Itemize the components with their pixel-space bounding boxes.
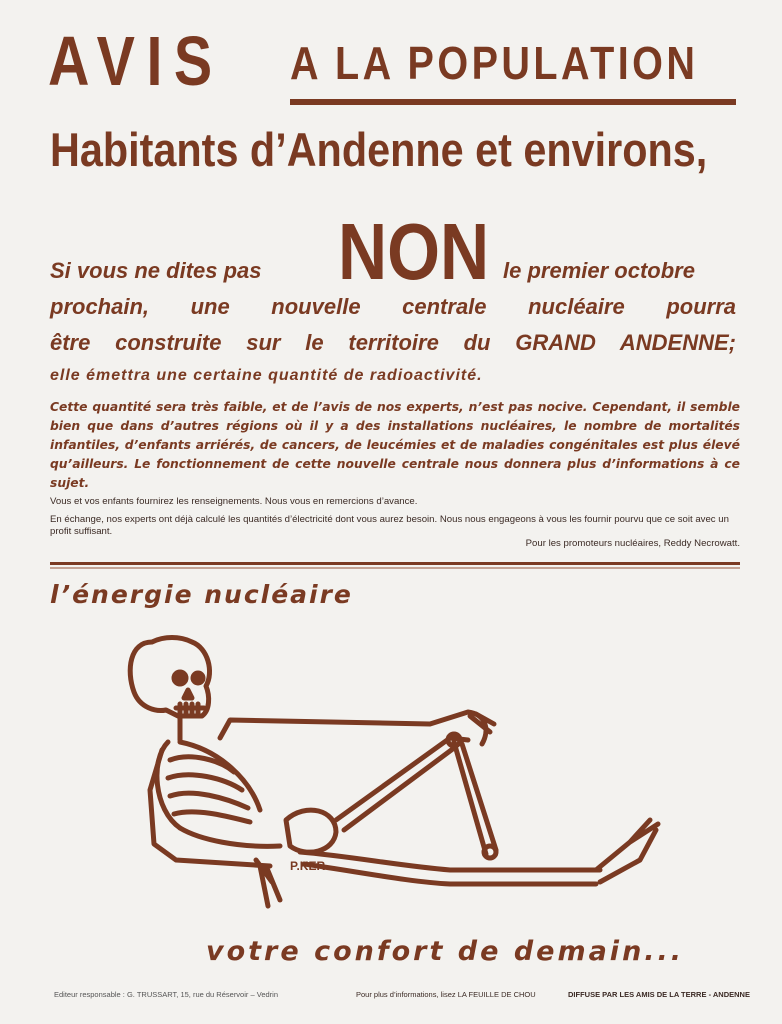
reclining-skeleton-illustration bbox=[110, 620, 670, 920]
section-divider-secondary bbox=[50, 567, 740, 569]
subtitle: Habitants d’Andenne et environs, bbox=[50, 123, 708, 176]
footer-info: Pour plus d’informations, lisez LA FEUILLE DE CHOU bbox=[356, 990, 536, 999]
signature: Pour les promoteurs nucléaires, Reddy Necrowatt. bbox=[525, 538, 740, 549]
lead-line1-right: le premier octobre bbox=[503, 258, 695, 283]
small-paragraph-1: Vous et vos enfants fournirez les renseignements. Nous vous en remercions d’avance. bbox=[50, 496, 418, 507]
lead-line3: être construite sur le territoire du GRAND ANDENNE; bbox=[50, 330, 736, 355]
lead-line2: prochain, une nouvelle centrale nucléaire pourra bbox=[50, 294, 736, 319]
footer-editor: Editeur responsable : G. TRUSSART, 15, rue du Réservoir – Vedrin bbox=[54, 990, 279, 999]
section-divider bbox=[50, 562, 740, 565]
headline-population: A LA POPULATION bbox=[290, 37, 699, 89]
illustration-heading: l’énergie nucléaire bbox=[50, 580, 353, 609]
lead-line1-left: Si vous ne dites pas bbox=[50, 258, 262, 283]
non-word: NON bbox=[338, 207, 490, 296]
artist-signature: P.KER bbox=[290, 859, 326, 873]
body-paragraph: Cette quantité sera très faible, et de l’avis de nos experts, n’est pas nocive. Cependant, il semble bien que dans d’autres régions où il y a des installations nucléaires, le nombre de mortalités infantiles, d’enfants arriérés, de cancers, de leucémies et de maladies congénitales est plus élevé qu’ailleurs. Le fonctionnement de cette nouvelle centrale nous donnera plus d’informations à ce sujet. bbox=[50, 400, 740, 490]
headline-avis: AVIS bbox=[48, 22, 224, 100]
footer-distributor: DIFFUSE PAR LES AMIS DE LA TERRE - ANDENNE bbox=[568, 990, 750, 999]
headline-underline bbox=[290, 99, 736, 105]
illustration-caption: votre confort de demain... bbox=[206, 936, 685, 967]
lead-line4: elle émettra une certaine quantité de radioactivité. bbox=[50, 367, 483, 384]
small-paragraph-2: En échange, nos experts ont déjà calculé les quantités d’électricité dont vous aurez besoin. Nous nous engageons à vous les fournir pourvu que ce soit avec un profit suffisant. bbox=[50, 514, 729, 537]
